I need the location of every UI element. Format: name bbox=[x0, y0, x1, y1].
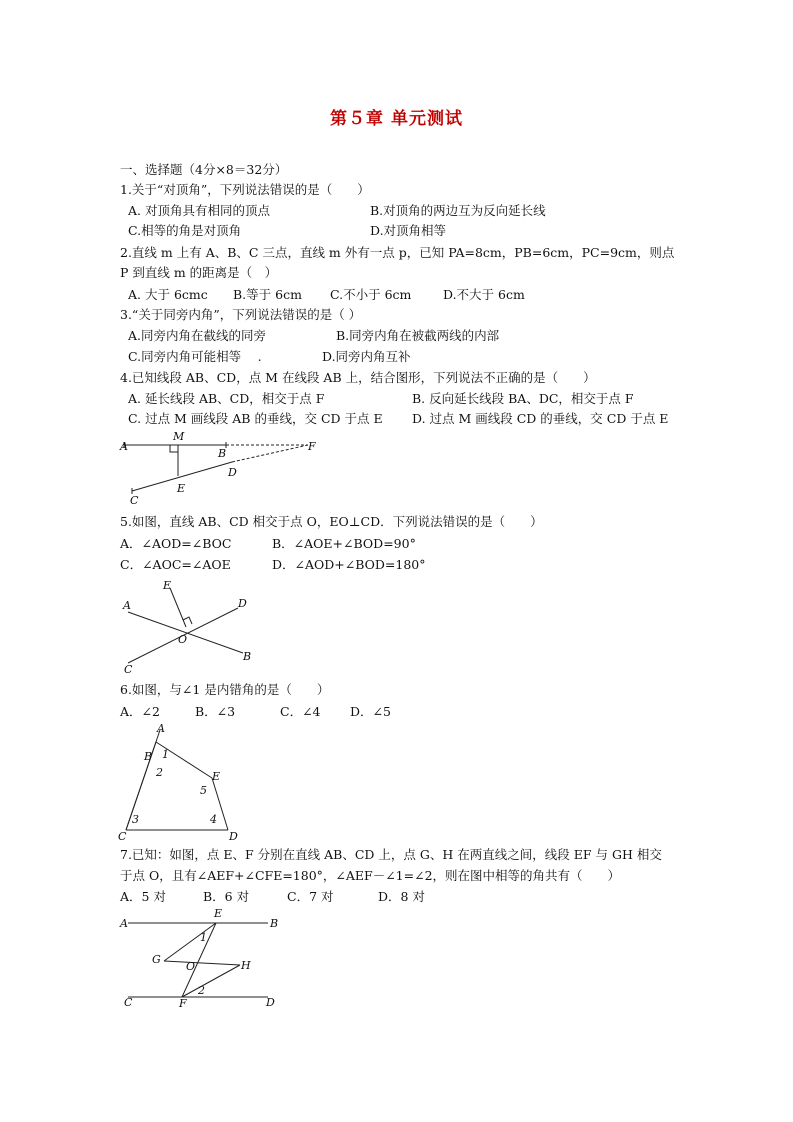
q7-option-a: A．5 对 bbox=[120, 889, 166, 904]
page-title: 第５章 单元测试 bbox=[330, 109, 463, 129]
q3-option-d: D.同旁内角互补 bbox=[322, 349, 411, 364]
segment-gh bbox=[164, 961, 240, 965]
q7-stem-line2: 于点 O，且有∠AEF+∠CFE=180°，∠AEF－∠1=∠2，则在图中相等的角共有（ ） bbox=[120, 868, 621, 883]
extension-df bbox=[232, 445, 308, 462]
label-c: C bbox=[124, 996, 133, 1009]
q2-stem-line1: 2.直线 m 上有 A、B、C 三点，直线 m 外有一点 p，已知 PA=8cm，PB=6cm，PC=9cm，则点 bbox=[120, 245, 675, 260]
q6-figure bbox=[112, 720, 247, 842]
angle-5: 5 bbox=[200, 784, 207, 797]
label-b: B bbox=[144, 750, 153, 763]
q6-option-a: A．∠2 bbox=[120, 704, 160, 719]
label-b: B bbox=[270, 917, 279, 930]
q4-option-a: A. 延长线段 AB、CD，相交于点 F bbox=[128, 391, 325, 406]
q4-option-b: B. 反向延长线段 BA、DC，相交于点 F bbox=[412, 391, 634, 406]
label-e: E bbox=[212, 770, 221, 783]
label-f: F bbox=[308, 440, 316, 453]
q1-option-c: C.相等的角是对顶角 bbox=[128, 223, 242, 238]
label-d: D bbox=[238, 597, 247, 610]
q1-option-a: A. 对顶角具有相同的顶点 bbox=[128, 203, 270, 218]
angle-2: 2 bbox=[198, 984, 205, 997]
q3-option-a: A.同旁内角在截线的同旁 bbox=[128, 328, 267, 343]
label-d: D bbox=[266, 996, 275, 1009]
q5-option-b: B．∠AOE+∠BOD=90° bbox=[272, 536, 416, 551]
q2-stem-line2: P 到直线 m 的距离是（ ） bbox=[120, 265, 278, 280]
label-g: G bbox=[152, 953, 161, 966]
q6-option-d: D．∠5 bbox=[350, 704, 391, 719]
label-a: A bbox=[157, 722, 165, 735]
q6-option-b: B．∠3 bbox=[195, 704, 236, 719]
angle-1: 1 bbox=[162, 748, 169, 761]
segment-eg bbox=[164, 923, 216, 961]
ray-oe bbox=[170, 588, 186, 627]
q3-stem: 3.“关于同旁内角”，下列说法错误的是（ ） bbox=[120, 307, 362, 322]
label-a: A bbox=[123, 599, 131, 612]
q6-stem: 6.如图，与∠1 是内错角的是（ ） bbox=[120, 682, 330, 697]
q7-option-c: C．7 对 bbox=[287, 889, 334, 904]
q4-figure bbox=[110, 428, 330, 508]
label-c: C bbox=[124, 663, 133, 675]
label-c: C bbox=[118, 830, 127, 842]
q5-stem: 5.如图，直线 AB、CD 相交于点 O，EO⊥CD．下列说法错误的是（ ） bbox=[120, 514, 543, 529]
label-f: F bbox=[179, 997, 187, 1010]
label-c: C bbox=[130, 494, 139, 507]
label-d: D bbox=[228, 466, 237, 479]
q4-option-c: C. 过点 M 画线段 AB 的垂线，交 CD 于点 E bbox=[128, 411, 383, 426]
angle-3: 3 bbox=[132, 813, 139, 826]
q3-option-b: B.同旁内角在被截两线的内部 bbox=[336, 328, 500, 343]
label-o: O bbox=[186, 960, 196, 973]
q7-figure bbox=[118, 905, 283, 1010]
q3-option-c: C.同旁内角可能相等 . bbox=[128, 349, 262, 364]
angle-2: 2 bbox=[156, 766, 163, 779]
q7-option-d: D．8 对 bbox=[378, 889, 425, 904]
q2-option-d: D.不大于 6cm bbox=[443, 287, 525, 302]
section-heading: 一、选择题（4分×8＝32分） bbox=[120, 162, 288, 177]
q2-option-c: C.不小于 6cm bbox=[330, 287, 412, 302]
q2-option-a: A. 大于 6cmc bbox=[128, 287, 208, 302]
label-e: E bbox=[214, 907, 223, 920]
q5-figure bbox=[118, 575, 268, 675]
label-m: M bbox=[173, 430, 185, 443]
label-o: O bbox=[178, 633, 188, 646]
q7-stem-line1: 7.已知：如图，点 E、F 分别在直线 AB、CD 上，点 G、H 在两直线之间，线段 EF 与 GH 相交 bbox=[120, 847, 662, 862]
q1-option-b: B.对顶角的两边互为反向延长线 bbox=[370, 203, 546, 218]
label-d: D bbox=[229, 830, 238, 842]
angle-4: 4 bbox=[210, 813, 217, 826]
q5-option-d: D．∠AOD+∠BOD=180° bbox=[272, 557, 426, 572]
label-b: B bbox=[218, 447, 227, 460]
right-angle-mark bbox=[170, 445, 178, 452]
q4-stem: 4.已知线段 AB、CD，点 M 在线段 AB 上，结合图形，下列说法不正确的是（ ） bbox=[120, 370, 596, 385]
q1-option-d: D.对顶角相等 bbox=[370, 223, 447, 238]
q6-option-c: C．∠4 bbox=[280, 704, 321, 719]
label-a: A bbox=[120, 917, 128, 930]
q4-option-d: D. 过点 M 画线段 CD 的垂线，交 CD 于点 E bbox=[412, 411, 669, 426]
label-a: A bbox=[120, 440, 128, 453]
angle-1: 1 bbox=[200, 931, 207, 944]
label-e: E bbox=[163, 579, 172, 592]
label-h: H bbox=[241, 959, 251, 972]
q2-option-b: B.等于 6cm bbox=[233, 287, 302, 302]
q5-option-a: A．∠AOD=∠BOC bbox=[120, 536, 232, 551]
q5-option-c: C．∠AOC=∠AOE bbox=[120, 557, 231, 572]
q7-option-b: B．6 对 bbox=[203, 889, 250, 904]
q1-stem: 1.关于“对顶角”，下列说法错误的是（ ） bbox=[120, 182, 370, 197]
label-e: E bbox=[177, 482, 186, 495]
label-b: B bbox=[243, 650, 252, 663]
